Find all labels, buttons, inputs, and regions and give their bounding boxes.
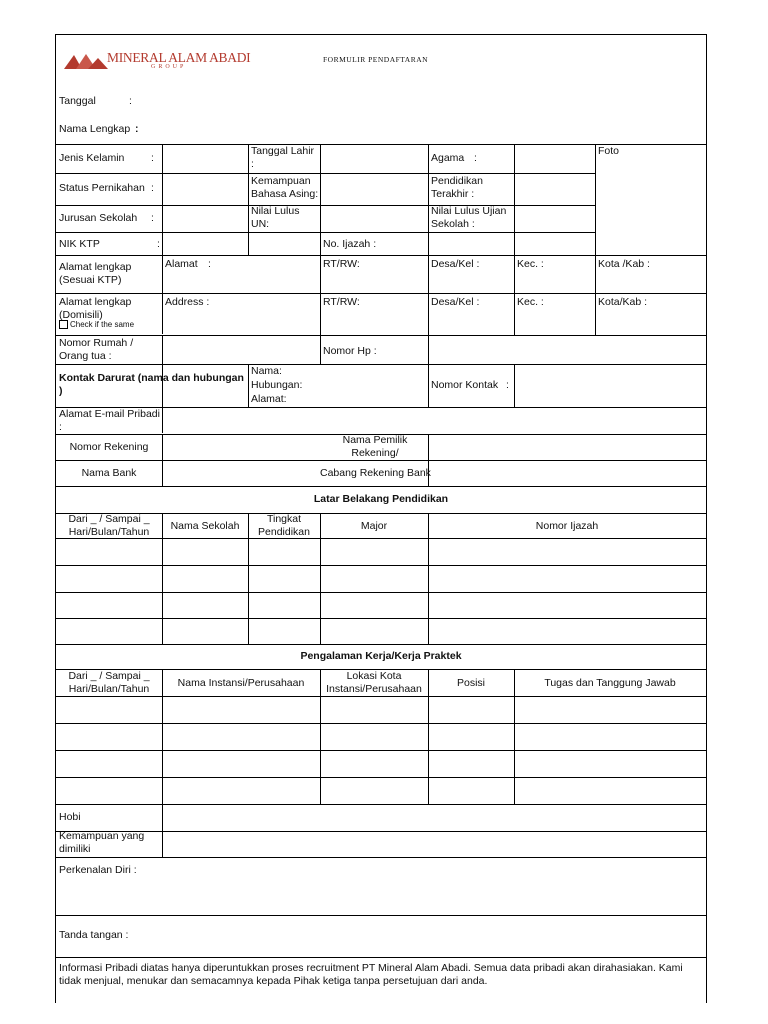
exp-header-date: Dari _ / Sampai _ Hari/Bulan/Tahun — [68, 670, 150, 695]
company-name: MINERAL ALAM ABADI — [107, 50, 251, 65]
check-same-label: Check if the same — [70, 320, 135, 329]
cabang-label: Cabang Rekening Bank — [320, 467, 431, 479]
nama-lengkap-colon: : — [135, 123, 139, 135]
kemampuan-bahasa-label: Kemampuan Bahasa Asing: — [251, 175, 319, 200]
alamat-colon: : — [208, 258, 211, 270]
nilai-lulus-un-label: Nilai Lulus UN: — [251, 205, 300, 230]
company-sub: GROUP — [151, 64, 187, 70]
kontak-darurat-label: Kontak Darurat (nama dan hubungan ) — [59, 372, 244, 397]
nomor-rumah-label: Nomor Rumah / Orang tua : — [59, 337, 134, 362]
alamat-label: Alamat — [165, 258, 198, 270]
kec-label: Kec. : — [517, 296, 544, 308]
tanggal-lahir-label: Tanggal Lahir : — [251, 145, 315, 170]
colon: : — [474, 152, 477, 164]
kec-label: Kec. : — [517, 258, 544, 270]
colon: : — [151, 182, 154, 194]
kontak-nama-label: Nama: — [251, 365, 282, 377]
kota-label: Kota /Kab : — [598, 258, 650, 270]
form-title: FORMULIR PENDAFTARAN — [323, 55, 429, 64]
colon: : — [157, 238, 160, 250]
disclaimer-text: Informasi Pribadi diatas hanya diperuntukkan proses recruitment PT Mineral Alam Abadi. Semua data pribadi akan dirahasiakan. Kami tidak menjual, menukar dan semacamnya kepada Pihak ketiga tanpa persetujuan dari anda. — [59, 962, 683, 987]
kemampuan-label: Kemampuan yang dimiliki — [59, 830, 145, 855]
alamat-ktp-label: Alamat lengkap (Sesuai KTP) — [59, 261, 132, 286]
nama-pemilik-label: Nama Pemilik Rekening/ — [342, 434, 408, 459]
edu-header-major: Major — [360, 520, 388, 532]
kota-label: Kota/Kab : — [598, 296, 648, 308]
edu-header-school: Nama Sekolah — [170, 520, 240, 532]
colon: : — [151, 152, 154, 164]
checkbox-icon[interactable] — [59, 320, 68, 329]
tanggal-colon: : — [129, 95, 132, 107]
nomor-rekening-label: Nomor Rekening — [69, 441, 149, 453]
kontak-hubungan-label: Hubungan: — [251, 379, 303, 391]
exp-header-position: Posisi — [456, 677, 485, 689]
exp-header-duties: Tugas dan Tanggung Jawab — [544, 677, 676, 689]
status-pernikahan-label: Status Pernikahan — [59, 182, 145, 194]
company-logo-icon — [64, 52, 108, 70]
same-address-checkbox[interactable] — [59, 320, 134, 329]
rtrw-label: RT/RW: — [323, 296, 360, 308]
colon: : — [506, 379, 509, 391]
exp-header-company: Nama Instansi/Perusahaan — [177, 677, 305, 689]
education-title: Latar Belakang Pendidikan — [313, 493, 449, 505]
exp-header-location: Lokasi Kota Instansi/Perusahaan — [326, 670, 422, 695]
colon: : — [151, 212, 154, 224]
edu-header-ijazah: Nomor Ijazah — [535, 520, 599, 532]
edu-header-date: Dari _ / Sampai _ Hari/Bulan/Tahun — [68, 513, 150, 538]
nik-ktp-label: NIK KTP — [59, 238, 100, 250]
tanggal-label: Tanggal — [59, 95, 96, 107]
perkenalan-label: Perkenalan Diri : — [59, 864, 137, 876]
nama-bank-label: Nama Bank — [81, 467, 137, 479]
nilai-lulus-sekolah-label: Nilai Lulus Ujian Sekolah : — [431, 205, 507, 230]
foto-label: Foto — [598, 145, 620, 157]
email-label: Alamat E-mail Pribadi : — [59, 408, 160, 433]
nomor-kontak-label: Nomor Kontak — [431, 379, 499, 391]
desa-label: Desa/Kel : — [431, 258, 480, 270]
rtrw-label: RT/RW: — [323, 258, 360, 270]
tanda-tangan-label: Tanda tangan : — [59, 929, 129, 941]
experience-title: Pengalaman Kerja/Kerja Praktek — [300, 650, 462, 662]
agama-label: Agama — [431, 152, 465, 164]
no-ijazah-label: No. Ijazah : — [323, 238, 377, 250]
hobi-label: Hobi — [59, 811, 81, 823]
address-label: Address : — [165, 296, 210, 308]
registration-form — [55, 34, 707, 1003]
nomor-hp-label: Nomor Hp : — [323, 345, 377, 357]
pendidikan-terakhir-label: Pendidikan Terakhir : — [431, 175, 483, 200]
kontak-alamat-label: Alamat: — [251, 393, 287, 405]
edu-header-level: Tingkat Pendidikan — [258, 513, 310, 538]
alamat-domisili-label: Alamat lengkap (Domisili) — [59, 296, 132, 321]
nama-lengkap-label: Nama Lengkap — [59, 123, 131, 135]
desa-label: Desa/Kel : — [431, 296, 480, 308]
jurusan-sekolah-label: Jurusan Sekolah — [59, 212, 138, 224]
jenis-kelamin-label: Jenis Kelamin — [59, 152, 125, 164]
